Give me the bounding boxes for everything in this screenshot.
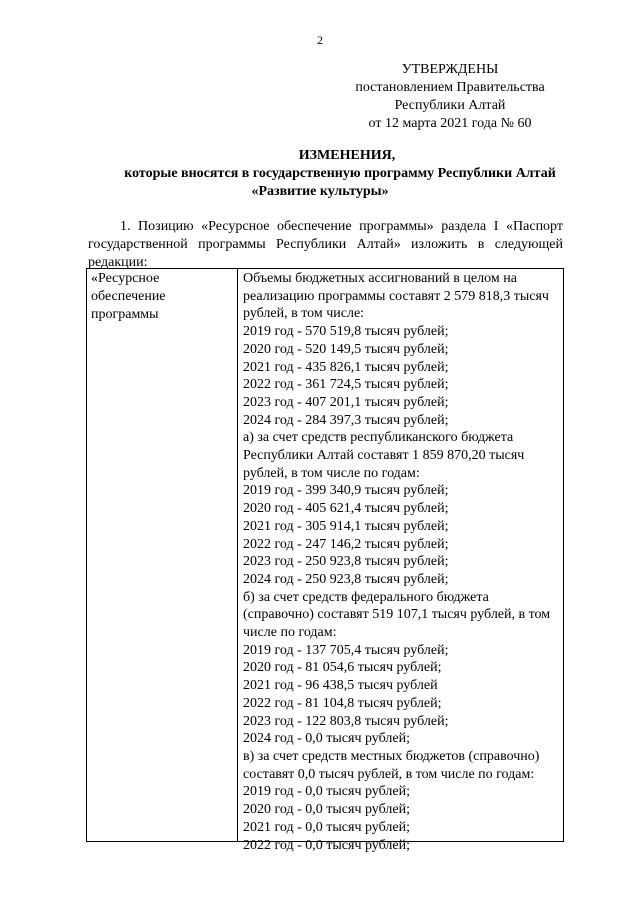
table-cell-line: 2023 год - 250 923,8 тысяч рублей; — [243, 554, 449, 570]
table-cell-line: 2021 год - 435 826,1 тысяч рублей; — [243, 359, 449, 375]
table-cell-line: 2020 год - 520 149,5 тысяч рублей; — [243, 341, 449, 357]
table-cell-line: Республики Алтай составят 1 859 870,20 тысяч — [243, 448, 525, 464]
intro-line: 1. Позицию «Ресурсное обеспечение программы» раздела I «Паспорт — [120, 219, 563, 234]
table-cell-line: 2019 год - 0,0 тысяч рублей; — [243, 784, 410, 800]
table-cell-line: 2020 год - 405 621,4 тысяч рублей; — [243, 501, 449, 517]
approval-line-date: от 12 марта 2021 года № 60 — [368, 116, 532, 131]
intro-paragraph — [88, 218, 563, 272]
table-cell-line: 2024 год - 0,0 тысяч рублей; — [243, 731, 410, 747]
table-cell-line: в) за счет средств местных бюджетов (справочно) — [243, 748, 540, 764]
table-cell-line: обеспечение — [91, 289, 166, 304]
document-title — [0, 147, 640, 201]
table-cell-line: а) за счет средств республиканского бюджета — [243, 430, 514, 446]
table-cell-line: числе по годам: — [243, 625, 337, 641]
table-cell-line: рублей, в том числе: — [243, 306, 365, 322]
table-cell-line: 2022 год - 0,0 тысяч рублей; — [243, 837, 410, 853]
table-cell-line: 2024 год - 284 397,3 тысяч рублей; — [243, 412, 449, 428]
table-cell-line: 2024 год - 250 923,8 тысяч рублей; — [243, 571, 449, 587]
table-cell-line: 2023 год - 122 803,8 тысяч рублей; — [243, 713, 449, 729]
table-cell-line: (справочно) составят 519 107,1 тысяч рублей, в том — [243, 607, 551, 623]
table-cell-line: 2021 год - 0,0 тысяч рублей; — [243, 819, 410, 835]
table-cell-funding-details — [238, 269, 563, 853]
table-cell-line: 2021 год - 305 914,1 тысяч рублей; — [243, 518, 449, 534]
table-cell-line: составят 0,0 тысяч рублей, в том числе по годам: — [243, 766, 535, 782]
title-program-name: «Развитие культуры» — [251, 184, 389, 199]
table-cell-line: программы — [91, 307, 159, 322]
approval-line-resolution: постановлением Правительства — [355, 80, 545, 95]
title-subheading: которые вносятся в государственную программу Республики Алтай — [124, 166, 556, 181]
title-heading: ИЗМЕНЕНИЯ, — [298, 148, 396, 163]
intro-line: редакции: — [88, 255, 148, 270]
table-cell-line: 2022 год - 361 724,5 тысяч рублей; — [243, 377, 449, 393]
table-cell-line: 2019 год - 399 340,9 тысяч рублей; — [243, 483, 449, 499]
table-cell-line: «Ресурсное — [91, 271, 160, 286]
table-cell-line: 2023 год - 407 201,1 тысяч рублей; — [243, 394, 449, 410]
table-cell-line: б) за счет средств федерального бюджета — [243, 589, 489, 605]
table-cell-line: Объемы бюджетных ассигнований в целом на — [243, 271, 517, 286]
resource-table — [86, 268, 564, 853]
table-cell-line: 2019 год - 137 705,4 тысяч рублей; — [243, 642, 449, 658]
table-cell-position-name — [87, 269, 238, 841]
approval-stamp — [340, 61, 560, 133]
table-cell-line: рублей, в том числе по годам: — [243, 465, 420, 481]
table-cell-line: реализацию программы составят 2 579 818,3 тысяч — [243, 288, 549, 304]
table-cell-line: 2020 год - 0,0 тысяч рублей; — [243, 802, 410, 818]
page-number: 2 — [317, 33, 323, 47]
table-cell-line: 2022 год - 247 146,2 тысяч рублей; — [243, 536, 449, 552]
table-cell-line: 2019 год - 570 519,8 тысяч рублей; — [243, 324, 449, 340]
intro-line: государственной программы Республики Алтай» изложить в следующей — [88, 237, 563, 252]
table-cell-line: 2021 год - 96 438,5 тысяч рублей — [243, 678, 438, 694]
table-cell-line: 2022 год - 81 104,8 тысяч рублей; — [243, 695, 442, 711]
approval-line-republic: Республики Алтай — [394, 98, 506, 113]
approval-title: УТВЕРЖДЕНЫ — [401, 62, 499, 77]
table-cell-line: 2020 год - 81 054,6 тысяч рублей; — [243, 660, 442, 676]
